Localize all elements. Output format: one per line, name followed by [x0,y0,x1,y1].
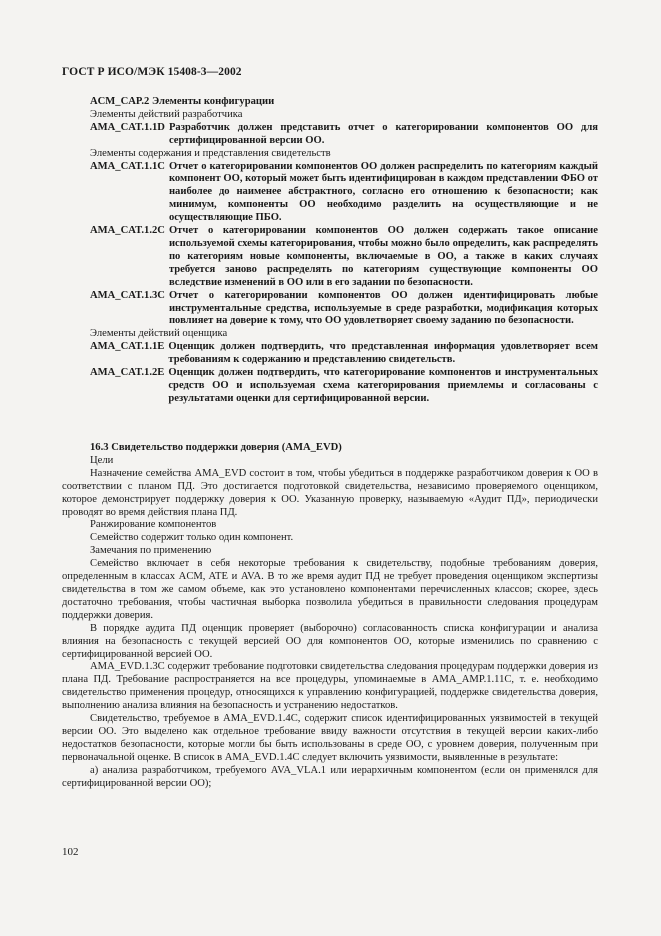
requirement-item [90,161,598,226]
requirement-item [90,341,598,367]
requirement-text: Отчет о категорировании компонентов ОО должен распределить по категориям каждый компонент ОО, который может быть идентифицирован в каждом представлении ФБО от наиболее до наименее абстрактного, согласно его отношению к безопасности; как минимум, компоненты ОО необходимо разделить на осуществляющие и не осуществляющие ПБО. [168,160,599,224]
paragraph: Семейство содержит только один компонент. [90,532,294,544]
paragraph: Свидетельство, требуемое в AMA_EVD.1.4C, содержит список идентифицированных уязвимостей в текущей версии ОО. Это выделено как отдельное требование ввиду важности отсутствия в текущей версии каких-либо недостатков безопасности, которые могли бы быть использованы в среде ОО, с уровнем доверия, полученным при первоначальной оценке. В список в AMA_EVD.1.4C следует включить уязвимости, выявленные в результате: [62,713,598,763]
goals-label: Цели [90,454,114,466]
paragraph: Семейство включает в себя некоторые требования к свидетельству, подобные требованиям доверия, определенным в классах ACM, ATE и AVA. В то же время аудит ПД не требует проведения оценщиком экспертизы свидетельства в том же самом объеме, как это установлено компонентами перечисленных классов; скорее, здесь достаточно требования, чтобы частичная выборка позволила убедиться в правильности следования процедурам поддержки доверия. [62,558,598,621]
subsection-title: 16.3 Свидетельство поддержки доверия (AMA_EVD) [90,442,342,453]
ranking-label: Ранжирование компонентов [90,519,217,531]
list-item: а) анализа разработчиком, требуемого AVA_VLA.1 или иерархичным компонентом (если он применялся для сертифицированной версии ОО); [62,764,598,789]
paragraph: AMA_EVD.1.3C содержит требование подготовки свидетельства следования процедурам поддержки доверия из плана ПД. Требование распространяется на все процедуры, упоминаемые в AMA_AMP.1.11C, т. е. необходимо свидетельство применения процедур, относящихся к управлению конфигурацией, поддержке свидетельства доверия, выполнению анализа влияния на безопасность и устранению недостатков. [62,661,598,712]
requirement-code: AMA_CAT.1.1C [90,160,165,172]
requirement-item [90,122,598,148]
section-title: ACM_CAP.2 Элементы конфигурации [90,96,275,107]
requirement-code: AMA_CAT.1.1E [90,341,165,353]
requirement-text: Отчет о категорировании компонентов ОО должен идентифицировать любые инструментальные средства, используемые в среде разработки, модификация которых повлияет на доверие к тому, что ОО удовлетворяет своему заданию по безопасности. [168,289,598,327]
paragraph: Назначение семейства AMA_EVD состоит в том, чтобы убедиться в поддержке разработчиком доверия к ОО в соответствии с планом ПД. Это достигается подготовкой свидетельства, независимо проверяемого оценщиком, которое демонстрирует поддержку доверия к ОО. Указанную проверку, называемую «Аудит ПД», периодически проводят во время действия плана ПД. [62,467,598,518]
requirement-code: AMA_CAT.1.1D [90,121,165,133]
requirement-item [90,225,598,290]
page-number: 102 [62,846,79,858]
requirement-text: Разработчик должен представить отчет о категорировании компонентов ОО для сертифицированной версии ОО. [168,121,598,146]
requirement-item [90,290,598,329]
requirement-text: Оценщик должен подтвердить, что категорирование компонентов и инструментальных средств ОО и используемая схема категорирования приемлемы и согласованы с результатами оценки для сертифицированной версии. [168,367,598,404]
dev-elements-label: Элементы действий разработчика [90,108,243,120]
requirement-text: Оценщик должен подтвердить, что представленная информация удовлетворяет всем требованиям к содержанию и представлению свидетельств. [168,341,598,366]
requirement-code: AMA_CAT.1.2C [90,225,165,237]
eval-elements-label: Элементы действий оценщика [90,328,228,340]
body-text [62,442,598,790]
notes-label: Замечания по применению [90,545,212,557]
paragraph: В порядке аудита ПД оценщик проверяет (выборочно) согласованность списка конфигурации и анализа влияния на безопасность с текущей версией ОО для компонентов ОО, которые изменились по сравнению с сертифицированной версией ОО. [62,622,598,660]
requirement-item [90,367,598,406]
requirement-code: AMA_CAT.1.3C [90,289,165,301]
standard-header: ГОСТ Р ИСО/МЭК 15408-3—2002 [62,66,242,78]
content-elements-label: Элементы содержания и представления свидетельств [90,147,331,159]
requirements-block [90,96,598,406]
requirement-text: Отчет о категорировании компонентов ОО должен содержать такое описание используемой схемы категорирования, чтобы можно было определить, как распределять по категориям новые компоненты, включаемые в ОО, а также в каких случаях требуется заново распределять по категориям существующие компоненты ОО вследствие изменений в ОО или в его задании по безопасности. [168,225,598,288]
requirement-code: AMA_CAT.1.2E [90,367,165,379]
